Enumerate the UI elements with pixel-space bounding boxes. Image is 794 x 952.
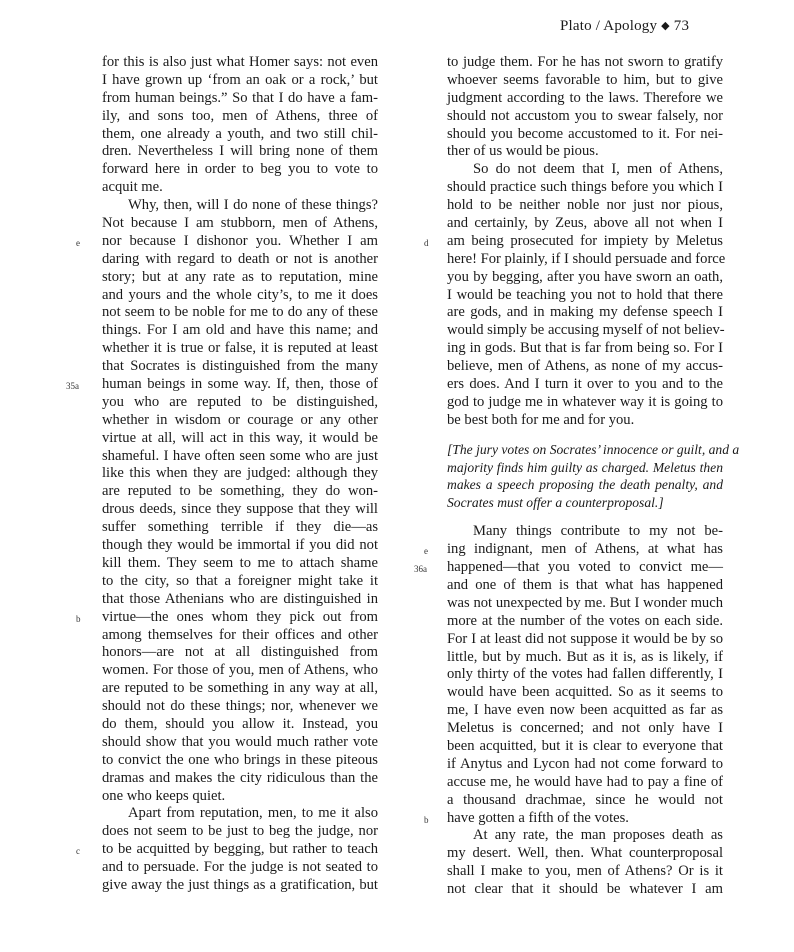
text-line: not clear that it should be whatever I am bbox=[447, 881, 723, 898]
diamond-ornament-icon: ◆ bbox=[661, 20, 670, 32]
right-column bbox=[447, 54, 740, 899]
left-column bbox=[102, 54, 378, 895]
text-line: story; but at any rate as to reputation, mine bbox=[102, 268, 378, 285]
text-line: would simply be accusing myself of not believ- bbox=[447, 322, 725, 339]
text-line: among themselves for their offices and other bbox=[102, 626, 378, 643]
text-line: acquit me. bbox=[102, 179, 163, 196]
text-line: are gods, and in making my defense speech I bbox=[447, 304, 723, 321]
text-line: whether in wisdom or courage or any other bbox=[102, 411, 378, 428]
stephanus-marker: d bbox=[424, 237, 429, 248]
text-line: to judge them. For he has not sworn to gratify bbox=[447, 54, 723, 70]
text-line: and yours and the whole city’s, to me it does bbox=[102, 286, 378, 303]
text-line: me, I have even now been acquitted as far as bbox=[447, 702, 723, 719]
text-line: Many things contribute to my not be- bbox=[473, 523, 723, 540]
text-line: have gotten a fifth of the votes. bbox=[447, 809, 629, 826]
header-work: Apology bbox=[603, 18, 658, 34]
text-line: human beings in some way. If, then, those of bbox=[102, 376, 378, 393]
text-line: virtue—the ones whom they pick out from bbox=[102, 608, 378, 625]
text-line: shall I make to you, men of Athens? Or is it bbox=[447, 863, 723, 880]
text-line: should not accustom you to swear falsely, nor bbox=[447, 107, 723, 124]
text-line: to be acquitted by begging, but rather to teach bbox=[102, 841, 378, 858]
stephanus-marker: 36a bbox=[414, 564, 427, 575]
text-line: For I at least did not suppose it would be by so bbox=[447, 630, 723, 647]
text-line: Why, then, will I do none of these things? bbox=[128, 197, 378, 214]
stephanus-marker: 35a bbox=[66, 381, 79, 392]
text-line: drous deeds, since they suppose that they will bbox=[102, 501, 378, 518]
stephanus-marker: b bbox=[424, 814, 429, 825]
text-line: and to persuade. For the judge is not seated to bbox=[102, 859, 378, 876]
right-column-top-text bbox=[447, 54, 726, 430]
text-line: you who are reputed to be distinguished, bbox=[102, 393, 378, 410]
text-line: ers does. And I turn it over to you and to the bbox=[447, 376, 723, 393]
text-line: Apart from reputation, men, to me it also bbox=[128, 805, 378, 822]
text-line: for this is also just what Homer says: not even bbox=[102, 54, 378, 70]
paragraph-gap bbox=[447, 512, 723, 523]
text-line: should not do these things; nor, whenever we bbox=[102, 698, 378, 715]
text-line: here! For plainly, if I should persuade and force bbox=[447, 250, 726, 267]
right-column-bottom-text bbox=[447, 523, 723, 899]
text-line: judgment according to the laws. Therefore we bbox=[447, 89, 723, 106]
text-line: god to judge me in whatever way it is going to bbox=[447, 393, 723, 410]
text-line: that Socrates is distinguished from the many bbox=[102, 358, 378, 375]
text-line: should you become accustomed to it. For nei- bbox=[447, 125, 723, 142]
text-line: and one of them is that what has happened bbox=[447, 576, 723, 593]
text-line: are reputed to be something, they do won- bbox=[102, 483, 378, 500]
text-line: believe, men of Athens, as none of my accus- bbox=[447, 358, 723, 375]
paragraph-gap bbox=[447, 430, 723, 441]
text-line: my desert. Well, then. What counterproposal bbox=[447, 845, 723, 862]
text-line: makes a speech proposing the death penalty, and bbox=[447, 477, 723, 493]
text-line: Not because I am stubborn, men of Athens, bbox=[102, 215, 378, 232]
text-line: ily, and sons too, men of Athens, three of bbox=[102, 107, 378, 124]
text-line: majority finds him guilty as charged. Meletus then bbox=[447, 459, 723, 475]
text-line: dramas and makes the city ridiculous than the bbox=[102, 769, 378, 786]
text-line: was not unexpected by me. But I wonder much bbox=[447, 594, 723, 611]
text-line: I would be teaching you not to hold that there bbox=[447, 286, 723, 303]
text-line: So do not deem that I, men of Athens, bbox=[473, 161, 723, 178]
text-line: little, but by much. But as it is, as is likely, if bbox=[447, 648, 723, 665]
text-line: ing in gods. But that is far from being so. For I bbox=[447, 340, 723, 357]
text-line: Socrates must offer a counterproposal.] bbox=[447, 495, 664, 511]
text-line: been acquitted, but it is clear to everyone that bbox=[447, 737, 723, 754]
text-line: forward here in order to beg you to vote to bbox=[102, 161, 378, 178]
stephanus-marker: c bbox=[76, 846, 80, 857]
text-line: give away the just things as a gratification, but bbox=[102, 876, 378, 893]
text-line: whether it is true or false, it is reputed at least bbox=[102, 340, 378, 357]
text-line: hold to be neither noble nor just nor pious, bbox=[447, 197, 723, 214]
text-line: women. For those of you, men of Athens, who bbox=[102, 662, 378, 679]
text-line: accuse me, he would have had to pay a fine of bbox=[447, 773, 723, 790]
header-author: Plato bbox=[560, 18, 592, 34]
text-line: that those Athenians who are distinguished in bbox=[102, 590, 378, 607]
text-line: daring with regard to death or not is another bbox=[102, 250, 378, 267]
text-line: if Anytus and Lycon had not come forward to bbox=[447, 755, 723, 772]
page-number: 73 bbox=[673, 18, 690, 34]
text-line: are reputed to be something in any way at all, bbox=[102, 680, 378, 697]
text-line: suffer something terrible if they die—as bbox=[102, 519, 378, 536]
text-line: should practice such things before you which I bbox=[447, 179, 723, 196]
text-line: to convict the one who brings in these piteous bbox=[102, 751, 378, 768]
text-line: like this when they are judged: although they bbox=[102, 465, 378, 482]
text-line: would have been acquitted. So as it seems to bbox=[447, 684, 723, 701]
text-line: and certainly, by Zeus, above all not when I bbox=[447, 215, 723, 232]
stephanus-marker: b bbox=[76, 613, 81, 624]
text-line: one who keeps quiet. bbox=[102, 787, 226, 804]
text-line: you by begging, after you have sworn an oath, bbox=[447, 268, 723, 285]
text-line: more at the number of the votes on each side. bbox=[447, 612, 723, 629]
running-header bbox=[560, 18, 760, 35]
text-line: do them, should you allow it. Instead, you bbox=[102, 715, 378, 732]
text-line: kill them. They seem to me to attach shame bbox=[102, 554, 378, 571]
text-line: Meletus is concerned; and not only have I bbox=[447, 720, 723, 737]
text-line: I have grown up ‘from an oak or a rock,’ but bbox=[102, 71, 378, 88]
text-line: dren. Nevertheless I will bring none of them bbox=[102, 143, 378, 160]
text-line: At any rate, the man proposes death as bbox=[473, 827, 723, 844]
editorial-note bbox=[447, 441, 740, 513]
text-line: am being prosecuted for impiety by Meletus bbox=[447, 232, 723, 249]
text-line: not seem to be noble for me to do any of these bbox=[102, 304, 378, 321]
text-line: only thirty of the votes had fallen differently, I bbox=[447, 666, 723, 683]
header-separator: / bbox=[595, 18, 601, 34]
stephanus-marker: e bbox=[76, 237, 80, 248]
text-line: honors—are not at all distinguished from bbox=[102, 644, 378, 661]
text-line: from human beings.” So that I do have a fam- bbox=[102, 89, 378, 106]
text-line: a thousand drachmae, since he would not bbox=[447, 791, 723, 808]
text-line: shameful. I have often seen some who are just bbox=[102, 447, 378, 464]
text-line: does not seem to be just to beg the judge, nor bbox=[102, 823, 378, 840]
text-line: things. For I am old and have this name; and bbox=[102, 322, 378, 339]
text-line: ther of us would be pious. bbox=[447, 143, 599, 160]
text-line: nor because I dishonor you. Whether I am bbox=[102, 232, 378, 249]
text-line: whoever seems favorable to him, but to give bbox=[447, 71, 723, 88]
text-line: [The jury votes on Socrates’ innocence or guilt, and a bbox=[447, 441, 740, 457]
stephanus-marker: e bbox=[424, 546, 428, 557]
text-line: though they would be immortal if you did not bbox=[102, 537, 378, 554]
text-line: ing indignant, men of Athens, at what has bbox=[447, 541, 723, 558]
text-line: happened—that you voted to convict me— bbox=[447, 559, 723, 576]
text-line: virtue at all, will act in this way, it would be bbox=[102, 429, 378, 446]
text-line: be best both for me and for you. bbox=[447, 411, 635, 428]
text-line: them, one already a youth, and two still chil- bbox=[102, 125, 378, 142]
text-line: to the city, so that a foreigner might take it bbox=[102, 572, 378, 589]
text-line: should show that you would much rather vote bbox=[102, 733, 378, 750]
